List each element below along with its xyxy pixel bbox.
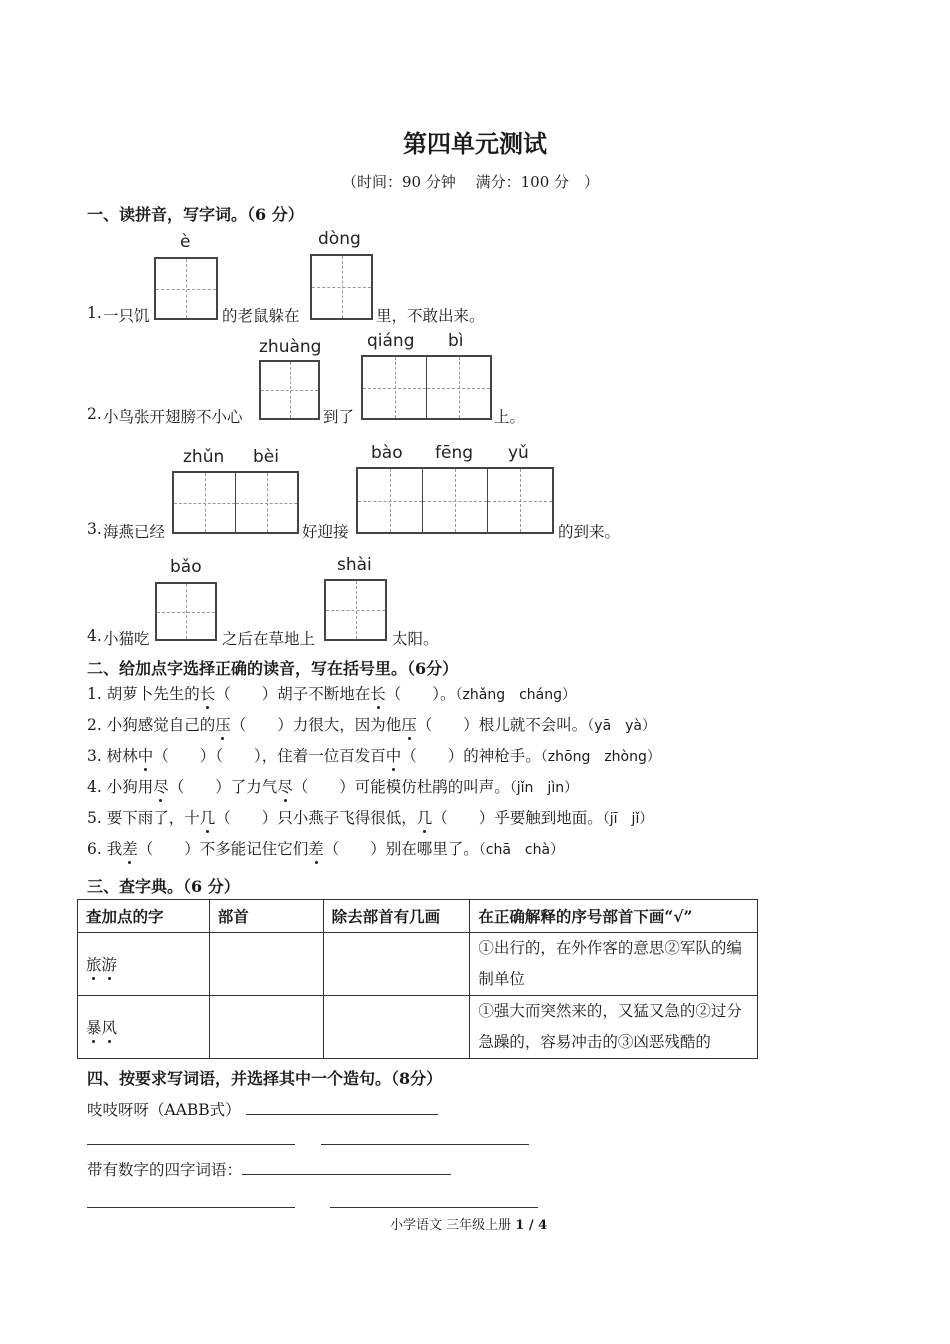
course-label: 小学语文 三年级上册 xyxy=(390,1218,512,1233)
pinyin-bei: bèi xyxy=(253,447,279,467)
word-cell: 暴风 xyxy=(78,996,210,1059)
s4-item-aabb: 吱吱呀呀（AABB式） xyxy=(87,1098,438,1120)
dotted-char: 尽 xyxy=(277,775,293,797)
table-row xyxy=(78,996,758,1059)
pinyin-zhun: zhǔn xyxy=(183,447,225,467)
char-box-e[interactable] xyxy=(154,257,218,320)
pronunciation-options: （yā yà） xyxy=(587,718,657,734)
pronunciation-options: （zhǎng chánɡ） xyxy=(455,687,577,703)
dotted-char: 几 xyxy=(417,806,433,828)
explanation-cell: ①出行的，在外作客的意思②军队的编制单位 xyxy=(470,933,758,996)
pronunciation-options: （jǐn jìn） xyxy=(509,780,579,796)
pinyin-bi: bì xyxy=(448,331,464,351)
answer-line[interactable] xyxy=(321,1130,529,1145)
strokes-cell[interactable] xyxy=(323,933,470,996)
pinyin-qiang: qiáng xyxy=(367,331,415,351)
radical-cell[interactable] xyxy=(209,996,323,1059)
col-header: 查加点的字 xyxy=(78,900,210,933)
q1-text1: 一只饥 xyxy=(103,307,150,325)
q2-text2: 到了 xyxy=(323,408,355,426)
answer-line[interactable] xyxy=(330,1193,538,1208)
char-box-shai[interactable] xyxy=(324,579,387,641)
pronunciation-options: （chā chà） xyxy=(478,842,565,858)
col-header: 在正确解释的序号部首下画“√” xyxy=(470,900,758,933)
dotted-char: 中 xyxy=(386,744,402,766)
dotted-char: 压 xyxy=(401,713,417,735)
pinyin-dong: dòng xyxy=(318,229,361,249)
section3-heading: 三、查字典。（6 分） xyxy=(87,877,240,896)
s4-item-number-idiom: 带有数字的四字词语： xyxy=(87,1158,451,1180)
radical-cell[interactable] xyxy=(209,933,323,996)
dotted-char: 尽 xyxy=(153,775,169,797)
answer-blank[interactable] xyxy=(246,1098,438,1115)
q3-text2: 好迎接 xyxy=(302,523,349,541)
pinyin-zhuang: zhuàng xyxy=(259,337,322,357)
dotted-char: 差 xyxy=(122,837,138,859)
q3-text3: 的到来。 xyxy=(558,523,621,541)
s2-question-6: 6. 我差（ ）不多能记住它们差（ ）别在哪里了。（chā chà） xyxy=(87,837,564,859)
answer-line[interactable] xyxy=(87,1130,295,1145)
q4-text3: 太阳。 xyxy=(392,630,439,648)
section4-heading: 四、按要求写词语，并选择其中一个造句。（8分） xyxy=(87,1069,443,1088)
s2-question-3: 3. 树林中（ ）（ ），住着一位百发百中（ ）的神枪手。（zhōng zhòng） xyxy=(87,744,661,766)
q1-text3: 里，不敢出来。 xyxy=(376,307,485,325)
dotted-char: 几 xyxy=(200,806,216,828)
char-box-zhunbei[interactable] xyxy=(172,471,299,534)
q4-num: 4. xyxy=(87,627,102,645)
page-footer xyxy=(390,1214,547,1233)
dotted-char: 差 xyxy=(308,837,324,859)
dotted-char: 压 xyxy=(215,713,231,735)
section1-heading: 一、读拼音，写字词。（6 分） xyxy=(87,205,304,224)
word-cell: 旅游 xyxy=(78,933,210,996)
col-header: 部首 xyxy=(209,900,323,933)
dictionary-table xyxy=(77,899,758,1059)
explanation-cell: ①强大而突然来的，又猛又急的②过分急躁的，容易冲击的③凶恶残酷的 xyxy=(470,996,758,1059)
pinyin-bao3: bǎo xyxy=(170,557,202,577)
q4-text2: 之后在草地上 xyxy=(222,630,316,648)
dotted-char: 长 xyxy=(200,682,216,704)
s2-question-1: 1. 胡萝卜先生的长（ ）胡子不断地在长（ ）。（zhǎng chánɡ） xyxy=(87,682,576,704)
page-title: 第四单元测试 xyxy=(403,129,547,158)
strokes-cell[interactable] xyxy=(323,996,470,1059)
q2-text1: 小鸟张开翅膀不小心 xyxy=(103,408,243,426)
section2-heading: 二、给加点字选择正确的读音，写在括号里。（6分） xyxy=(87,659,459,678)
q3-text1: 海燕已经 xyxy=(103,523,166,541)
dotted-char: 中 xyxy=(138,744,154,766)
char-box-baofengyu[interactable] xyxy=(356,467,554,534)
pronunciation-options: （jī jǐ） xyxy=(602,811,654,827)
q4-text1: 小猫吃 xyxy=(103,630,150,648)
pronunciation-options: （zhōng zhòng） xyxy=(540,749,661,765)
char-box-zhuang[interactable] xyxy=(259,360,320,420)
q1-text2: 的老鼠躲在 xyxy=(222,307,300,325)
char-box-qiangbi[interactable] xyxy=(361,355,492,420)
pinyin-feng: fēng xyxy=(435,443,474,463)
char-box-dong[interactable] xyxy=(310,254,373,320)
s2-question-2: 2. 小狗感觉自己的压（ ）力很大，因为他压（ ）根儿就不会叫。（yā yà） xyxy=(87,713,656,735)
s2-question-4: 4. 小狗用尽（ ）了力气尽（ ）可能模仿杜鹃的叫声。（jǐn jìn） xyxy=(87,775,578,797)
col-header: 除去部首有几画 xyxy=(323,900,470,933)
answer-line[interactable] xyxy=(87,1193,295,1208)
pinyin-yu: yǔ xyxy=(508,443,529,463)
exam-info: （时间：90 分钟 满分：100 分 ） xyxy=(342,173,600,191)
page-number: 1 / 4 xyxy=(515,1218,548,1233)
pinyin-bao: bào xyxy=(371,443,403,463)
s2-question-5: 5. 要下雨了，十几（ ）只小燕子飞得很低，几（ ）乎要触到地面。（jī jǐ） xyxy=(87,806,653,828)
pinyin-e: è xyxy=(180,232,191,252)
q2-text3: 上。 xyxy=(494,408,526,426)
table-row xyxy=(78,933,758,996)
answer-blank[interactable] xyxy=(242,1158,451,1175)
pinyin-shai: shài xyxy=(337,555,372,575)
table-header-row xyxy=(78,900,758,933)
q1-num: 1. xyxy=(87,304,102,322)
q2-num: 2. xyxy=(87,405,102,423)
char-box-bao[interactable] xyxy=(155,582,217,641)
dotted-char: 长 xyxy=(370,682,386,704)
q3-num: 3. xyxy=(87,520,102,538)
